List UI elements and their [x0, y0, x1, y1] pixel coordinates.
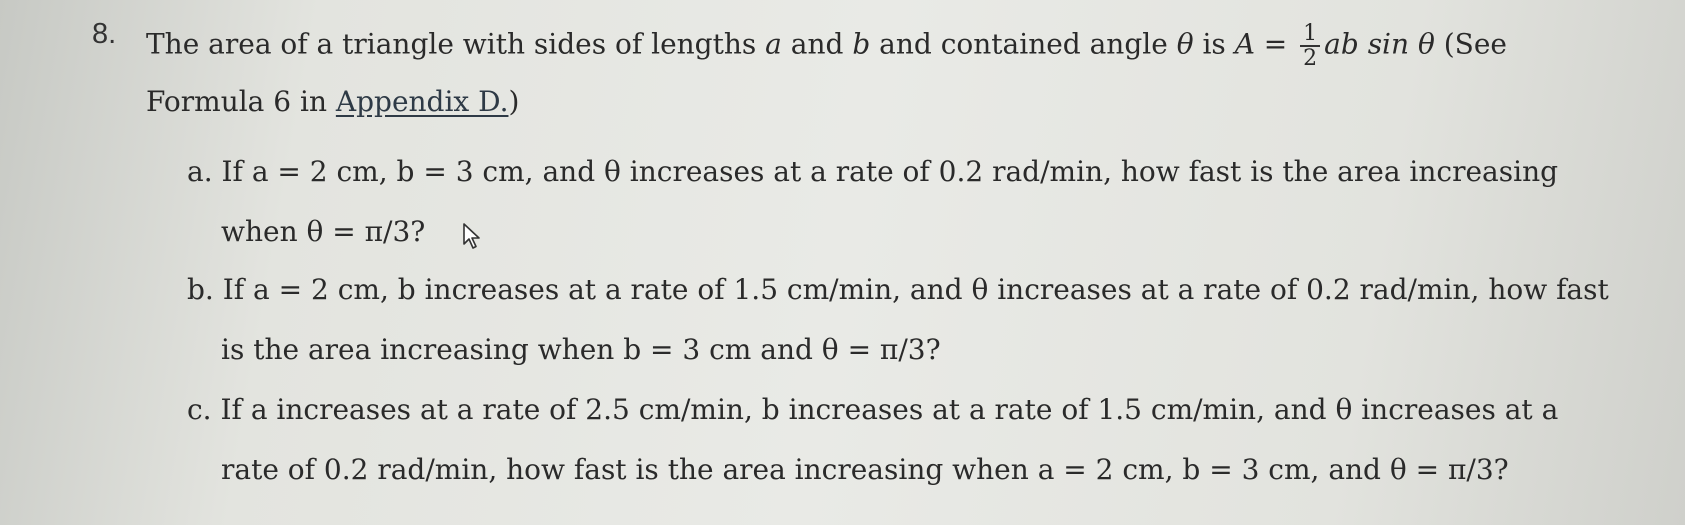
problem-intro-line-2 — [146, 85, 520, 118]
part-b-label: b. — [187, 273, 214, 306]
formula-rhs: ab sin θ — [1324, 27, 1435, 61]
part-c-text-1: If a increases at a rate of 2.5 cm/min, b increases at a rate of 1.5 cm/min, and θ increases at a — [220, 393, 1559, 426]
intro-see: (See — [1434, 27, 1507, 61]
part-c-line-1 — [187, 393, 1559, 426]
intro-close-paren: ) — [508, 85, 520, 118]
part-a-line-2 — [221, 215, 426, 248]
fraction-numerator: 1 — [1300, 22, 1320, 47]
part-c-text-2: rate of 0.2 rad/min, how fast is the area increasing when a = 2 cm, b = 3 cm, and θ = π/3? — [221, 453, 1509, 486]
var-b: b — [852, 27, 871, 61]
intro-text-1: The area of a triangle with sides of lengths — [146, 27, 766, 61]
part-a-label: a. — [187, 155, 213, 188]
part-b-line-1 — [187, 273, 1609, 306]
intro-text-3: Formula 6 in — [146, 85, 336, 118]
part-b-line-2 — [221, 333, 941, 366]
intro-text-2: and contained angle — [870, 27, 1177, 61]
formula-lhs: A = — [1234, 27, 1297, 61]
formula-fraction — [1300, 22, 1320, 70]
part-c-line-2 — [221, 453, 1509, 486]
problem-intro-line-1 — [146, 22, 1507, 70]
intro-and: and — [781, 27, 853, 61]
fraction-denominator: 2 — [1303, 46, 1318, 72]
appendix-d-link[interactable]: Appendix D. — [335, 85, 509, 118]
problem-number: 8. — [92, 18, 117, 50]
part-a-text-2: when θ = π/3? — [221, 215, 426, 248]
part-b-text-1: If a = 2 cm, b increases at a rate of 1.5 cm/min, and θ increases at a rate of 0.2 rad/min, how fast — [222, 273, 1609, 306]
part-a-line-1 — [187, 155, 1559, 188]
mouse-pointer-icon — [462, 222, 484, 250]
part-b-text-2: is the area increasing when b = 3 cm and θ = π/3? — [221, 333, 941, 366]
var-a: a — [765, 27, 782, 61]
part-c-label: c. — [187, 393, 212, 426]
var-theta: θ — [1176, 27, 1194, 61]
part-a-text-1: If a = 2 cm, b = 3 cm, and θ increases at a rate of 0.2 rad/min, how fast is the area increasing — [221, 155, 1559, 188]
intro-is: is — [1193, 27, 1235, 61]
